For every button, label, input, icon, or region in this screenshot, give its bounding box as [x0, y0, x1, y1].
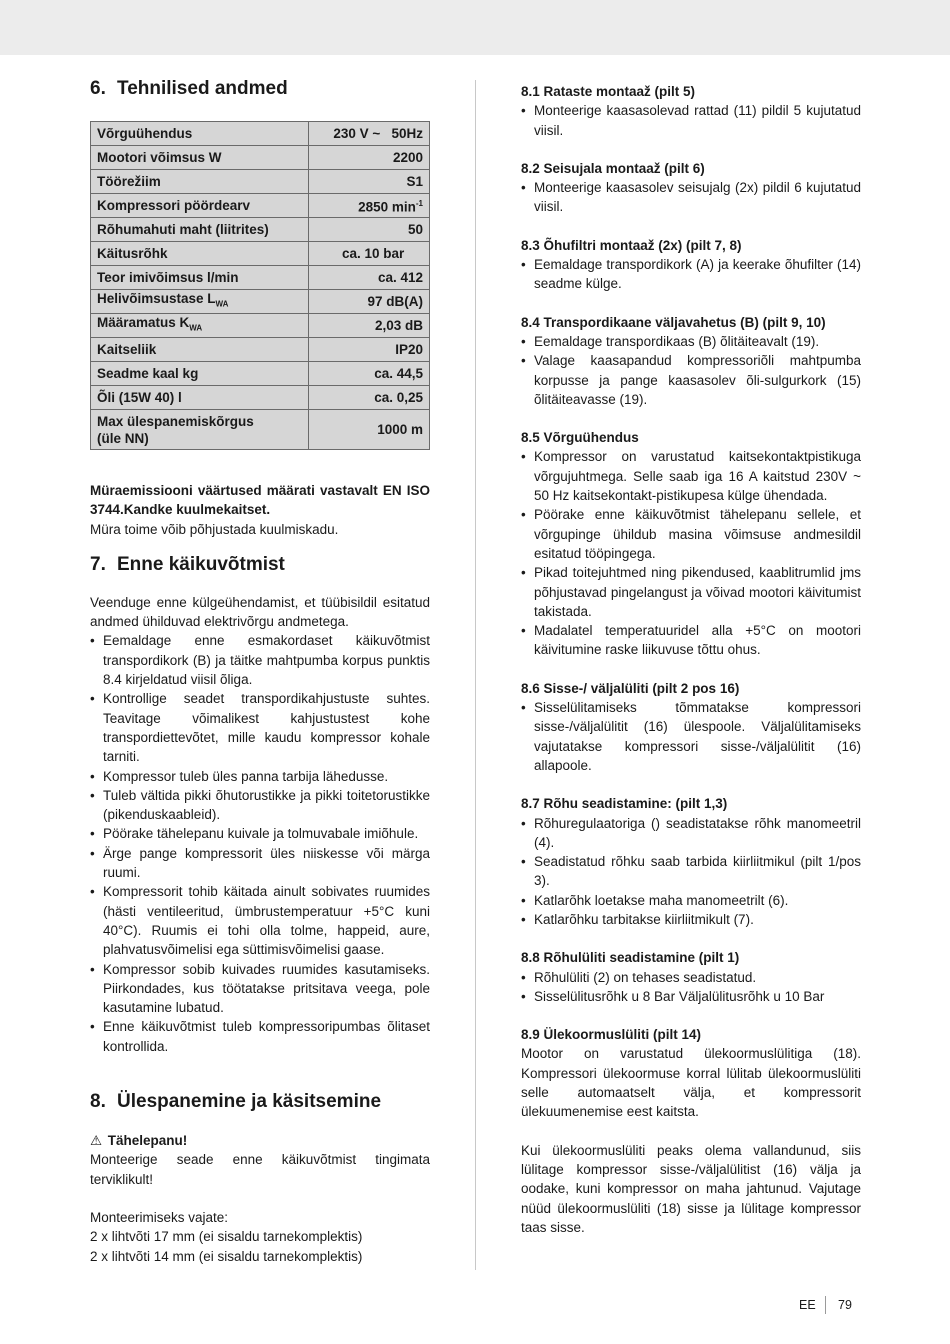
- spec-value-sup: -1: [415, 199, 423, 209]
- list-item: • Kontrollige seadet transpordikahjustuste suhtes. Teavitage võimalikest kahjustustest kohe transpordiettevõtet, mille kaudu kompressor kohale tarniti.: [90, 689, 430, 766]
- spec-value: ca. 10 bar: [308, 242, 429, 266]
- tool-item: 2 x lihtvõti 17 mm (ei sisaldu tarnekomplektis): [90, 1229, 363, 1245]
- list-item: • Pöörake enne käikuvõtmist tähelepanu sellele, et võrgupinge ühildub masina võimsuse andmesildil esitatud tööpingega.: [521, 505, 861, 563]
- subsection-8-5: [521, 428, 861, 660]
- subsection-heading: 8.6 Sisse-/ väljalüliti (pilt 2 pos 16): [521, 680, 740, 696]
- list-item: • Pöörake tähelepanu kuivale ja tolmuvabale imiõhule.: [90, 824, 430, 843]
- list-item: • Eemaldage transpordikork (A) ja keerake õhufilter (14) seadme külge.: [521, 255, 861, 294]
- spec-value: S1: [308, 170, 429, 194]
- spec-label: [91, 410, 309, 450]
- warning-title: [90, 1131, 430, 1150]
- subsection-heading: 8.8 Rõhulüliti seadistamine (pilt 1): [521, 950, 740, 966]
- list-item: • Ärge pange kompressorit üles niiskesse või märga ruumi.: [90, 844, 430, 883]
- noise-warning: Müra toime võib põhjustada kuulmiskadu.: [90, 521, 339, 537]
- spec-label: Käitusrõhk: [91, 242, 309, 266]
- spec-label: Kaitseliik: [91, 338, 309, 362]
- spec-label: Seadme kaal kg: [91, 362, 309, 386]
- spec-value: [308, 194, 429, 218]
- table-row: [91, 338, 430, 362]
- list-item: • Katlarõhk loetakse maha manomeetrilt (6).: [521, 891, 861, 910]
- list-item: • Pikad toitejuhtmed ning pikendused, kaablitrumlid jms põhjustavad pingelangust ja võivad mootori käivitumist takistada.: [521, 563, 861, 621]
- list-item: • Katlarõhku tarbitakse kiirliitmikult (7).: [521, 910, 861, 929]
- subsection-8-2: [521, 159, 861, 217]
- table-row: [91, 290, 430, 314]
- list-item: • Enne käikuvõtmist tuleb kompressoripumbas õlitaset kontrollida.: [90, 1017, 430, 1056]
- subsection-heading: 8.4 Transpordikaane väljavahetus (B) (pilt 9, 10): [521, 314, 826, 330]
- list-item: • Kompressor tuleb üles panna tarbija lähedusse.: [90, 767, 430, 786]
- spec-value-text: 2850 min: [358, 199, 416, 215]
- footer-divider: [825, 1296, 826, 1314]
- list-item: • Seadistatud rõhku saab tarbida kiirliitmikul (pilt 1/pos 3).: [521, 852, 861, 891]
- spec-label: Teor imivõimsus l/min: [91, 266, 309, 290]
- section-number: 8.: [90, 1091, 106, 1113]
- spec-label: Rõhumahuti maht (liitrites): [91, 218, 309, 242]
- tools-intro: Monteerimiseks vajate:: [90, 1209, 229, 1225]
- list-item: • Kompressor sobib kuivades ruumides kasutamiseks. Piirkondades, kus töötatakse pritsitava veega, pole kasutamine lubatud.: [90, 960, 430, 1018]
- table-row: [91, 242, 430, 266]
- spec-table: [90, 121, 430, 450]
- section-7-intro: Veenduge enne külgeühendamist, et tüübisildil esitatud andmed ühilduvad elektrivõrgu andmetega.: [90, 594, 430, 630]
- table-row: [91, 218, 430, 242]
- spec-label: Töörežiim: [91, 170, 309, 194]
- list-item: • Sisselülitusrõhk u 8 Bar Väljalülitusrõhk u 10 Bar: [521, 987, 861, 1006]
- table-row: [91, 170, 430, 194]
- subsection-heading: 8.1 Rataste montaaž (pilt 5): [521, 84, 696, 99]
- table-row: [91, 194, 430, 218]
- column-divider: [475, 80, 476, 1270]
- spec-label: [91, 314, 309, 338]
- list-item: • Sisselülitamiseks tõmmatakse kompressori sisse-/väljalülitit (16) ülespoole. Väljalülitamiseks vajutatakse kompressori sisse-/väljalülitit (16) allapoole.: [521, 698, 861, 775]
- table-row: [91, 410, 430, 450]
- list-item: • Valage kaasapandud kompressoriõli mahtpumba korpusse ja pange kaasasolev õli-sulgurkork (15) õlitäiteavasse (19).: [521, 351, 861, 409]
- footer-language: EE: [799, 1298, 816, 1312]
- section-title: Tehnilised andmed: [117, 78, 288, 99]
- spec-value: 230 V ~ 50Hz: [308, 122, 429, 146]
- subsection-8-9: [521, 1025, 861, 1237]
- spec-label: Kompressori pöördearv: [91, 194, 309, 218]
- subsection-8-7: [521, 794, 861, 929]
- spec-label-text: (üle NN): [97, 430, 149, 446]
- spec-value: 2200: [308, 146, 429, 170]
- spec-label: [91, 290, 309, 314]
- spec-value: ca. 0,25: [308, 386, 429, 410]
- list-item: • Monteerige kaasasolevad rattad (11) pildil 5 kujutatud viisil.: [521, 101, 861, 140]
- list-item: • Eemaldage transpordikaas (B) õlitäiteavalt (19).: [521, 332, 861, 351]
- list-item: • Tuleb vältida pikki õhutorustikke ja pikki toitetorustikke (pikenduskaableid).: [90, 786, 430, 825]
- top-band: [0, 0, 950, 55]
- table-row: [91, 386, 430, 410]
- spec-label-sub: WA: [215, 299, 229, 309]
- list-item: • Kompressor on varustatud kaitsekontaktpistikuga võrgujuhtmega. Selle saab iga 16 A kaitstud 230V ~ 50 Hz kaitsekontakt-pistikupesa külge ühendada.: [521, 447, 861, 505]
- paragraph: Kui ülekoormuslüliti peaks olema vallandunud, siis lülitage kompressor sisse-/väljalülitist (16) välja ja oodake, kuni kompressor on maha jahtunud. Vajutage nüüd ülekoormuslüliti (18) sisse ja lülitage kompressor taas sisse.: [521, 1142, 861, 1235]
- table-row: [91, 146, 430, 170]
- warning-title-text: Tähelepanu!: [107, 1133, 188, 1149]
- list-item: • Madalatel temperatuuridel alla +5°C on mootori käivitumine raske liikuvuse tõttu ohus.: [521, 621, 861, 660]
- spec-value: 1000 m: [308, 410, 429, 450]
- spec-value: IP20: [308, 338, 429, 362]
- subsection-heading: 8.3 Õhufiltri montaaž (2x) (pilt 7, 8): [521, 237, 742, 253]
- table-row: [91, 122, 430, 146]
- section-8-heading: [90, 1091, 430, 1113]
- spec-value: 2,03 dB: [308, 314, 429, 338]
- subsection-8-4: [521, 313, 861, 409]
- list-item: • Kompressorit tohib käitada ainult sobivates ruumides (hästi ventileeritud, ümbrustemperatuur +5°C kuni 40°C). Ruumis ei tohi olla tolme, happeid, aure, plahvatusvõimelisi ega süttimisvõimelisi gaase.: [90, 882, 430, 959]
- noise-emission-note: Müraemissiooni väärtused määrati vastavalt EN ISO 3744.Kandke kuulmekaitset.: [90, 483, 430, 518]
- subsection-8-1: [521, 82, 861, 140]
- spec-label-text: Helivõimsustase L: [97, 291, 216, 307]
- subsection-heading: 8.7 Rõhu seadistamine: (pilt 1,3): [521, 796, 728, 812]
- tool-item: 2 x lihtvõti 14 mm (ei sisaldu tarnekomplektis): [90, 1248, 363, 1264]
- spec-value: ca. 412: [308, 266, 429, 290]
- subsection-8-6: [521, 679, 861, 775]
- list-item: • Rõhuregulaatoriga () seadistatakse rõhk manomeetril (4).: [521, 814, 861, 853]
- table-row: [91, 314, 430, 338]
- section-7-heading: [90, 554, 430, 576]
- spec-value: ca. 44,5: [308, 362, 429, 386]
- section-6-heading: [90, 78, 430, 100]
- table-row: [91, 362, 430, 386]
- page-number: 79: [838, 1298, 852, 1312]
- spec-value: 50: [308, 218, 429, 242]
- spec-label: Võrguühendus: [91, 122, 309, 146]
- spec-value: 97 dB(A): [308, 290, 429, 314]
- spec-label: Õli (15W 40) l: [91, 386, 309, 410]
- warning-icon: ⚠: [90, 1133, 103, 1149]
- section-number: 7.: [90, 553, 106, 575]
- section-7-list: [90, 631, 430, 1056]
- subsection-heading: 8.2 Seisujala montaaž (pilt 6): [521, 160, 705, 176]
- subsection-8-8: [521, 948, 861, 1006]
- spec-label-sub: WA: [189, 323, 203, 333]
- spec-label-text: Määramatus K: [97, 315, 190, 331]
- warning-text: Monteerige seade enne käikuvõtmist tingimata terviklikult!: [90, 1152, 430, 1187]
- subsection-heading: 8.9 Ülekoormuslüliti (pilt 14): [521, 1027, 702, 1043]
- spec-label: Mootori võimsus W: [91, 146, 309, 170]
- section-number: 6.: [90, 78, 106, 99]
- table-row: [91, 266, 430, 290]
- subsection-heading: 8.5 Võrguühendus: [521, 430, 639, 446]
- list-item: • Monteerige kaasasolev seisujalg (2x) pildil 6 kujutatud viisil.: [521, 178, 861, 217]
- subsection-8-3: [521, 236, 861, 294]
- spec-label-text: Max ülespanemiskõrgus: [97, 413, 254, 429]
- list-item: • Eemaldage enne esmakordaset käikuvõtmist transpordikork (B) ja täitke mahtpumba korpus punktis 8.4 kirjeldatud viisil õliga.: [90, 631, 430, 689]
- section-title: Ülespanemine ja käsitsemine: [117, 1091, 382, 1113]
- right-column: [521, 82, 861, 1237]
- list-item: • Rõhulüliti (2) on tehases seadistatud.: [521, 968, 861, 987]
- paragraph: Mootor on varustatud ülekoormuslülitiga (18). Kompressori ülekoormuse korral lülitab ülekoormuslüliti selle automaatselt välja, et kompressorit ülekuumenemise eest kaitsta.: [521, 1046, 861, 1120]
- left-column: [90, 78, 430, 1266]
- section-title: Enne käikuvõtmist: [117, 553, 285, 575]
